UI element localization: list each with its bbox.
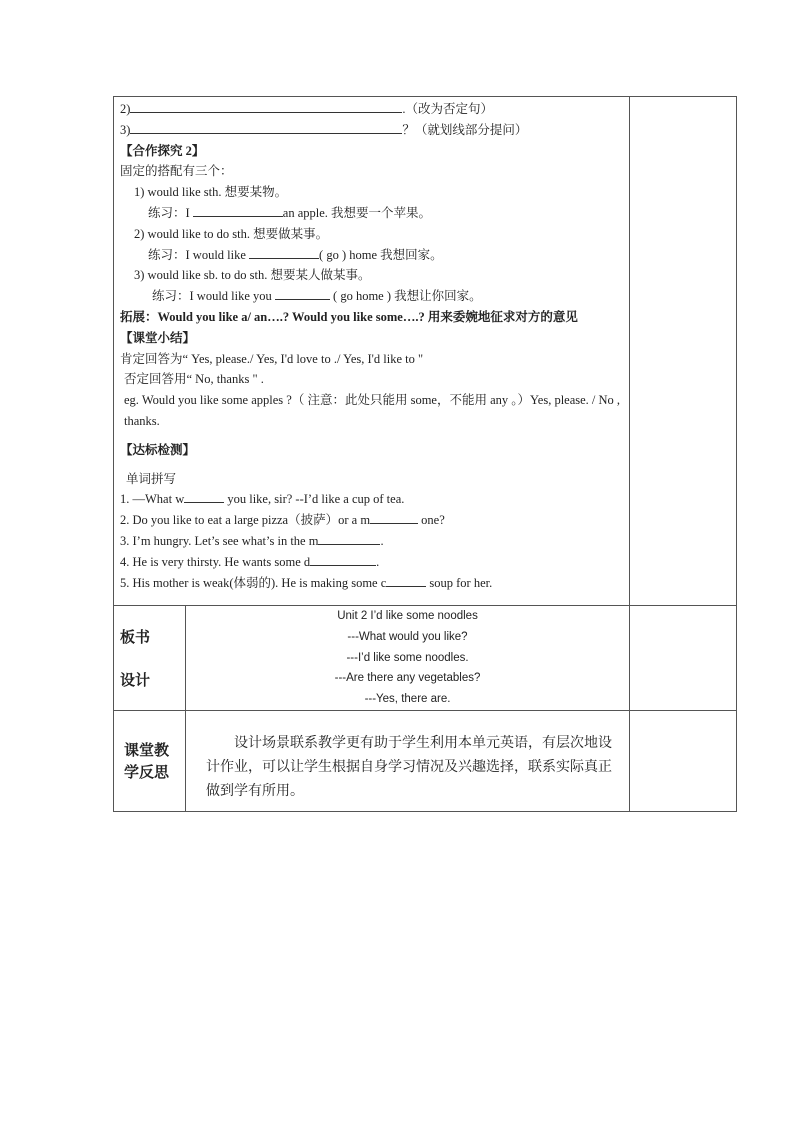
board-label-2: 设计 — [120, 671, 151, 689]
practice-2-line — [120, 245, 623, 266]
practice-3-start: 练习：I would like you — [152, 289, 275, 304]
extension-note: 拓展：Would you like a/ an….? Would you like some….? 用来委婉地征求对方的意见 — [120, 309, 578, 324]
test-heading: 【达标检测】 — [120, 442, 196, 457]
board-content-cell — [186, 606, 630, 711]
board-line-1: Unit 2 I’d like some noodles — [337, 610, 478, 622]
practice-1-end: an apple. 我想要一个苹果。 — [282, 205, 432, 220]
content-row — [114, 97, 737, 606]
sentence-2-line — [120, 99, 623, 120]
spelling-heading: 单词拼写 — [126, 471, 177, 486]
question-3: 3. I’m hungry. Let’s see what’s in the m . — [120, 531, 623, 552]
practice-2-start: 练习：I would like — [148, 247, 250, 262]
board-line-3: ---I’d like some noodles. — [346, 651, 469, 664]
sentence-3-hint: ？（就划线部分提问） — [402, 122, 528, 137]
content-body — [114, 97, 629, 593]
pattern-1: 1) would like sth. 想要某物。 — [134, 185, 288, 200]
question-2-blank[interactable] — [370, 510, 418, 524]
question-3-blank[interactable] — [318, 531, 380, 545]
coop-heading: 【合作探究 2】 — [120, 143, 205, 158]
reflection-label: 课堂教学反思 — [124, 741, 170, 781]
summary-affirmative: 肯定回答为“ Yes, please./ Yes, I'd love to ./ Yes, I'd like to " — [120, 351, 424, 366]
side-note-cell-3 — [630, 711, 737, 812]
practice-1-line — [120, 203, 623, 224]
question-1-blank[interactable] — [184, 489, 224, 503]
lesson-plan-table — [113, 96, 737, 812]
question-4: 4. He is very thirsty. He wants some d . — [120, 552, 623, 573]
question-1: 1. —What w you like, sir? --I’d like a cup of tea. — [120, 489, 623, 510]
reflection-text: 设计场景联系教学更有助于学生利用本单元英语，有层次地设计作业，可以让学生根据自身学习情况及兴趣选择，联系实际真正做到学有所用。 — [206, 735, 612, 799]
sentence-3-prefix: 3) — [120, 122, 131, 137]
board-row — [114, 606, 737, 711]
fixed-intro: 固定的搭配有三个： — [120, 164, 233, 179]
practice-1-start: 练习：I — [148, 205, 193, 220]
summary-heading: 【课堂小结】 — [120, 330, 196, 345]
lesson-plan-sheet — [113, 96, 736, 812]
side-note-cell-1 — [630, 97, 737, 606]
board-label-cell — [114, 606, 186, 711]
question-5-blank[interactable] — [386, 573, 426, 587]
practice-2-end: ( go ) home 我想回家。 — [319, 247, 443, 262]
board-label-1: 板书 — [120, 628, 151, 646]
question-5: 5. His mother is weak(体弱的). He is making some c soup for her. — [120, 573, 623, 594]
content-cell — [114, 97, 630, 606]
pattern-3: 3) would like sb. to do sth. 想要某人做某事。 — [134, 268, 371, 283]
sentence-3-line — [120, 120, 623, 141]
practice-3-line — [120, 286, 623, 307]
sentence-2-hint: .（改为否定句） — [402, 102, 494, 116]
practice-2-blank[interactable] — [249, 245, 319, 259]
reflection-label-cell — [114, 711, 186, 812]
practice-3-end: ( go home ) 我想让你回家。 — [329, 289, 482, 304]
reflection-row — [114, 711, 737, 812]
practice-1-blank[interactable] — [193, 203, 283, 217]
reflection-content-cell — [186, 711, 630, 812]
side-note-cell-2 — [630, 606, 737, 711]
board-line-5: ---Yes, there are. — [364, 693, 451, 706]
summary-negative: 否定回答用“ No, thanks " . — [124, 372, 264, 387]
sentence-2-blank[interactable] — [130, 99, 402, 113]
board-line-2: ---What would you like? — [347, 630, 468, 643]
question-2: 2. Do you like to eat a large pizza（披萨）or a m one? — [120, 510, 623, 531]
pattern-2: 2) would like to do sth. 想要做某事。 — [134, 226, 329, 241]
practice-3-blank[interactable] — [275, 286, 330, 300]
sentence-3-blank[interactable] — [130, 120, 402, 134]
sentence-2-prefix: 2) — [120, 102, 131, 116]
question-4-blank[interactable] — [310, 552, 376, 566]
board-line-4: ---Are there any vegetables? — [334, 672, 481, 685]
summary-example: eg. Would you like some apples ?（ 注意：此处只能用 some，不能用 any 。）Yes, please. / No , thanks. — [124, 393, 621, 428]
